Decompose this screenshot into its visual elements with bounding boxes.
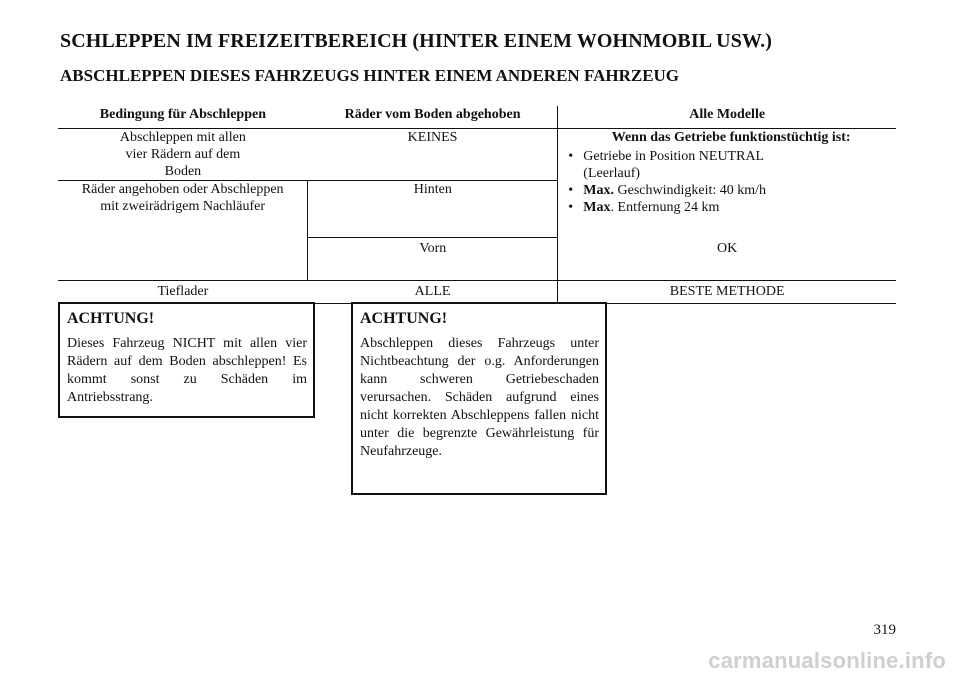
warning-text: Abschleppen dieses Fahrzeugs unter Nichtbeachtung der o.g. Anforderungen kann schweren Getriebeschaden verursachen. Schäden aufgrund eines nicht korrekten Abschleppens fallen nicht unter die begrenzte Gewährleistung für Neufahrzeuge. [360,336,599,459]
page-subheading: ABSCHLEPPEN DIESES FAHRZEUGS HINTER EINEM ANDEREN FAHRZEUG [60,66,680,85]
warning-title: ACHTUNG! [67,310,155,327]
cell-models: BESTE METHODE [558,281,896,304]
cell-models: OK [558,238,896,281]
warning-title: ACHTUNG! [360,310,448,327]
header-all-models: Alle Modelle [558,106,896,129]
warning-box-drivetrain [58,302,315,418]
list-item [566,148,896,182]
requirement-bold: Max [583,200,611,215]
warning-box-transmission [351,302,607,495]
cell-wheels: Hinten [308,181,558,238]
warning-text: Dieses Fahrzeug NICHT mit allen vier Rädern auf dem Boden abschleppen! Es kommt sonst zu Schäden im Antriebsstrang. [67,336,307,405]
cell-wheels: KEINES [308,129,558,181]
requirement-text: Geschwindigkeit: 40 km/h [614,183,767,198]
page-number: 319 [873,622,896,638]
cell-wheels: ALLE [308,281,558,304]
requirement-bold: Max. [583,183,615,198]
cell-condition: Abschleppen mit allen vier Rädern auf dem Boden [58,129,308,181]
header-condition: Bedingung für Abschleppen [58,106,308,129]
header-wheels-raised: Räder vom Boden abgehoben [308,106,558,129]
bullet-icon: • [568,183,574,198]
cell-towing-requirements [558,129,896,238]
cell-wheels: Vorn [308,238,558,281]
watermark: carmanualsonline.info [708,648,946,673]
bullet-icon: • [568,200,574,215]
table-row [58,129,896,181]
cell-condition: Tieflader [58,281,308,304]
requirement-text: Getriebe in Position NEUTRAL (Leerlauf) [583,149,764,181]
requirements-title: Wenn das Getriebe funktionstüchtig ist: [611,130,851,145]
table-header-row [58,106,896,129]
cell-condition: Räder angehoben oder Abschleppen mit zweirädrigem Nachläufer [58,181,308,281]
page-heading: SCHLEPPEN IM FREIZEITBEREICH (HINTER EINEM WOHNMOBIL USW.) [60,30,773,52]
bullet-icon: • [568,149,574,164]
requirements-list [566,148,896,216]
table-row [58,281,896,304]
towing-table [58,106,896,304]
list-item [566,199,896,216]
requirement-text: . Entfernung 24 km [610,200,720,215]
list-item [566,182,896,199]
